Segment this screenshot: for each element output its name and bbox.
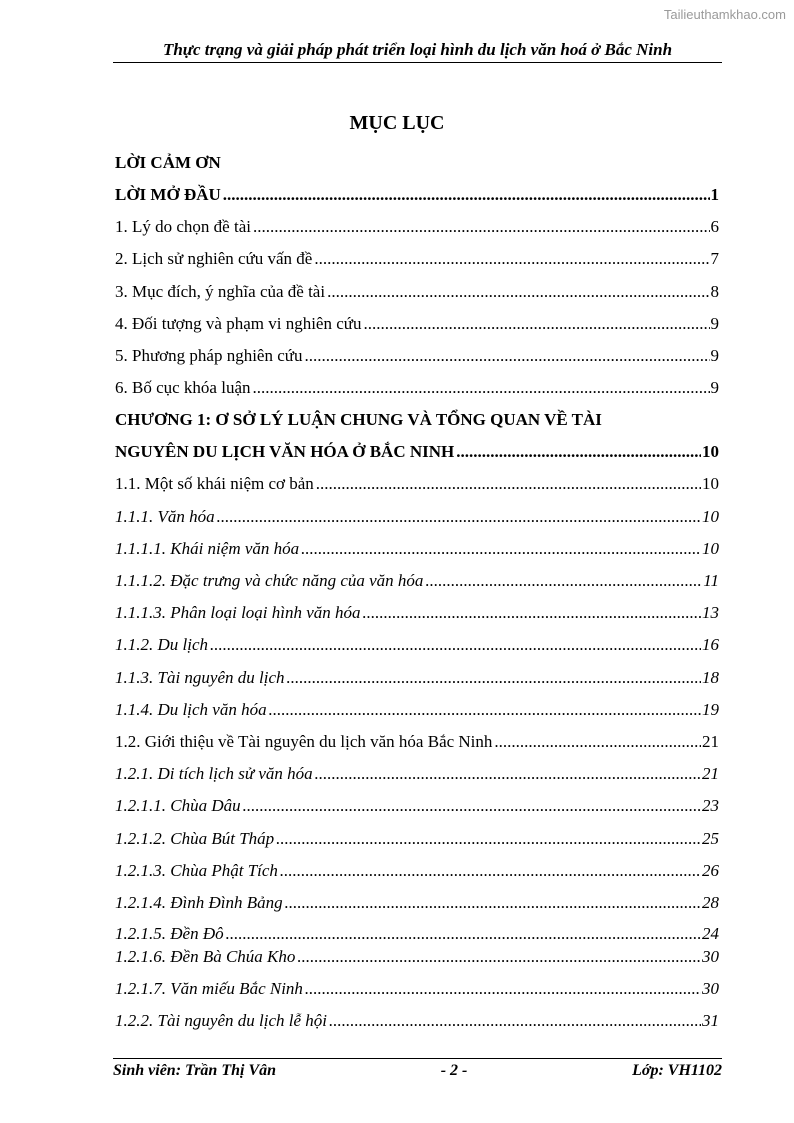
running-footer (113, 1058, 722, 1080)
page-title: MỤC LỤC (349, 112, 445, 134)
toc-dot-leader (287, 667, 701, 689)
toc-entry-title: 6. Bố cục khóa luận (115, 378, 251, 397)
toc-entry-page: 1 (710, 185, 719, 204)
toc-entry-title: 2. Lịch sử nghiên cứu vấn đề (115, 249, 313, 268)
toc-entry-page: 31 (702, 1011, 719, 1030)
table-of-contents (115, 0, 719, 1123)
toc-dot-leader (494, 731, 701, 753)
toc-dot-leader (456, 441, 701, 463)
footer-class: Lớp: VH1102 (632, 1062, 722, 1079)
toc-entry-page: 30 (702, 947, 719, 966)
toc-dot-leader (329, 1010, 701, 1032)
toc-entry (115, 892, 719, 914)
toc-entry-title: 1.2.1.5. Đền Đô (115, 924, 224, 943)
toc-dot-leader (253, 377, 710, 399)
toc-entry (115, 184, 719, 206)
toc-dot-leader (297, 946, 701, 968)
toc-dot-leader (363, 602, 701, 624)
toc-dot-leader (285, 892, 701, 914)
toc-dot-leader (253, 216, 710, 238)
toc-entry-page: 18 (702, 668, 719, 687)
toc-entry (115, 441, 719, 463)
toc-dot-leader (269, 699, 701, 721)
toc-entry-page: 9 (710, 314, 719, 333)
watermark: Tailieuthamkhao.com (663, 7, 786, 22)
toc-entry (115, 570, 719, 592)
toc-entry-title: 1.1.4. Du lịch văn hóa (115, 700, 267, 719)
toc-entry-page: 13 (702, 603, 719, 622)
toc-dot-leader (243, 795, 701, 817)
toc-entry-page: 26 (702, 861, 719, 880)
toc-entry-page: 7 (710, 249, 719, 268)
toc-entry-title: CHƯƠNG 1: Ơ SỞ LÝ LUẬN CHUNG VÀ TỔNG QUAN VỀ TÀI (115, 410, 602, 429)
toc-entry-title: 3. Mục đích, ý nghĩa của đề tài (115, 282, 326, 301)
toc-entry-page: 24 (702, 924, 719, 943)
toc-entry-title: LỜI CẢM ƠN (115, 153, 221, 172)
toc-entry-page: 23 (702, 796, 719, 815)
toc-entry-title: LỜI MỞ ĐẦU (115, 185, 221, 204)
running-header: Thực trạng và giải pháp phát triển loại hình du lịch văn hoá ở Bắc Ninh (113, 40, 722, 63)
toc-entry (115, 699, 719, 721)
toc-dot-leader (305, 978, 701, 1000)
toc-entry (115, 313, 719, 335)
toc-dot-leader (276, 828, 701, 850)
toc-entry (115, 216, 719, 238)
toc-entry (115, 409, 719, 431)
toc-dot-leader (223, 184, 710, 206)
toc-entry (115, 248, 719, 270)
toc-entry-title: 1.1. Một số khái niệm cơ bản (115, 474, 314, 493)
toc-entry-title: 1.1.1.1. Khái niệm văn hóa (115, 539, 300, 558)
toc-entry-page: 11 (703, 571, 719, 590)
toc-entry (115, 377, 719, 399)
toc-entry (115, 634, 719, 656)
toc-entry-title: 1.2.1.4. Đình Đình Bảng (115, 893, 283, 912)
toc-entry-title: 5. Phương pháp nghiên cứu (115, 346, 303, 365)
toc-entry-title: 1.2.2. Tài nguyên du lịch lễ hội (115, 1011, 328, 1030)
toc-entry-title: 1.2.1.2. Chùa Bút Tháp (115, 829, 275, 848)
toc-entry (115, 667, 719, 689)
toc-entry-page: 9 (710, 378, 719, 397)
toc-entry-page: 25 (702, 829, 719, 848)
toc-dot-leader (210, 634, 701, 656)
toc-entry (115, 1010, 719, 1032)
toc-entry-title: 1.1.1. Văn hóa (115, 507, 215, 526)
toc-entry-page: 21 (702, 732, 719, 751)
toc-entry-title: 1.2.1.1. Chùa Dâu (115, 796, 241, 815)
toc-dot-leader (280, 860, 701, 882)
toc-entry (115, 602, 719, 624)
toc-entry (115, 763, 719, 785)
toc-entry-title: 1.2. Giới thiệu về Tài nguyên du lịch văn hóa Bắc Ninh (115, 732, 493, 751)
toc-dot-leader (226, 923, 701, 945)
toc-entry-page: 10 (702, 507, 719, 526)
toc-dot-leader (304, 345, 709, 367)
footer-student: Sinh viên: Trần Thị Vân (113, 1062, 277, 1079)
toc-entry-page: 19 (702, 700, 719, 719)
toc-entry (115, 731, 719, 753)
toc-entry (115, 473, 719, 495)
toc-entry-page: 28 (702, 893, 719, 912)
toc-entry (115, 345, 719, 367)
toc-entry-title: 1. Lý do chọn đề tài (115, 217, 251, 236)
toc-entry (115, 828, 719, 850)
toc-entry-page: 10 (702, 474, 719, 493)
toc-dot-leader (364, 313, 710, 335)
toc-entry (115, 506, 719, 528)
toc-entry-title: 1.2.1.6. Đền Bà Chúa Kho (115, 947, 296, 966)
toc-entry-page: 9 (710, 346, 719, 365)
toc-entry-page: 10 (702, 442, 719, 461)
toc-entry-title: NGUYÊN DU LỊCH VĂN HÓA Ở BẮC NINH (115, 442, 455, 461)
toc-entry (115, 795, 719, 817)
toc-dot-leader (314, 248, 709, 270)
toc-dot-leader (425, 570, 702, 592)
toc-entry (115, 152, 719, 174)
toc-entry-page: 21 (702, 764, 719, 783)
toc-entry-page: 10 (702, 539, 719, 558)
toc-entry-title: 1.1.3. Tài nguyên du lịch (115, 668, 285, 687)
toc-entry-title: 1.1.1.2. Đặc trưng và chức năng của văn hóa (115, 571, 424, 590)
toc-entry (115, 538, 719, 560)
toc-entry (115, 923, 719, 945)
toc-entry-title: 1.1.1.3. Phân loại loại hình văn hóa (115, 603, 361, 622)
toc-entry (115, 860, 719, 882)
toc-entry-page: 30 (702, 979, 719, 998)
footer-page-number: - 2 - (440, 1062, 468, 1079)
toc-dot-leader (301, 538, 701, 560)
toc-entry (115, 946, 719, 968)
toc-entry-page: 8 (710, 282, 719, 301)
toc-entry-page: 6 (710, 217, 719, 236)
toc-entry-title: 1.2.1. Di tích lịch sử văn hóa (115, 764, 313, 783)
toc-dot-leader (315, 763, 701, 785)
toc-entry-title: 1.2.1.7. Văn miếu Bắc Ninh (115, 979, 303, 998)
toc-dot-leader (327, 281, 709, 303)
toc-dot-leader (316, 473, 701, 495)
toc-entry (115, 281, 719, 303)
toc-entry-title: 1.2.1.3. Chùa Phật Tích (115, 861, 278, 880)
toc-entry-page: 16 (702, 635, 719, 654)
toc-entry-title: 1.1.2. Du lịch (115, 635, 209, 654)
toc-entry-title: 4. Đối tượng và phạm vi nghiên cứu (115, 314, 362, 333)
toc-entry (115, 978, 719, 1000)
toc-dot-leader (217, 506, 701, 528)
